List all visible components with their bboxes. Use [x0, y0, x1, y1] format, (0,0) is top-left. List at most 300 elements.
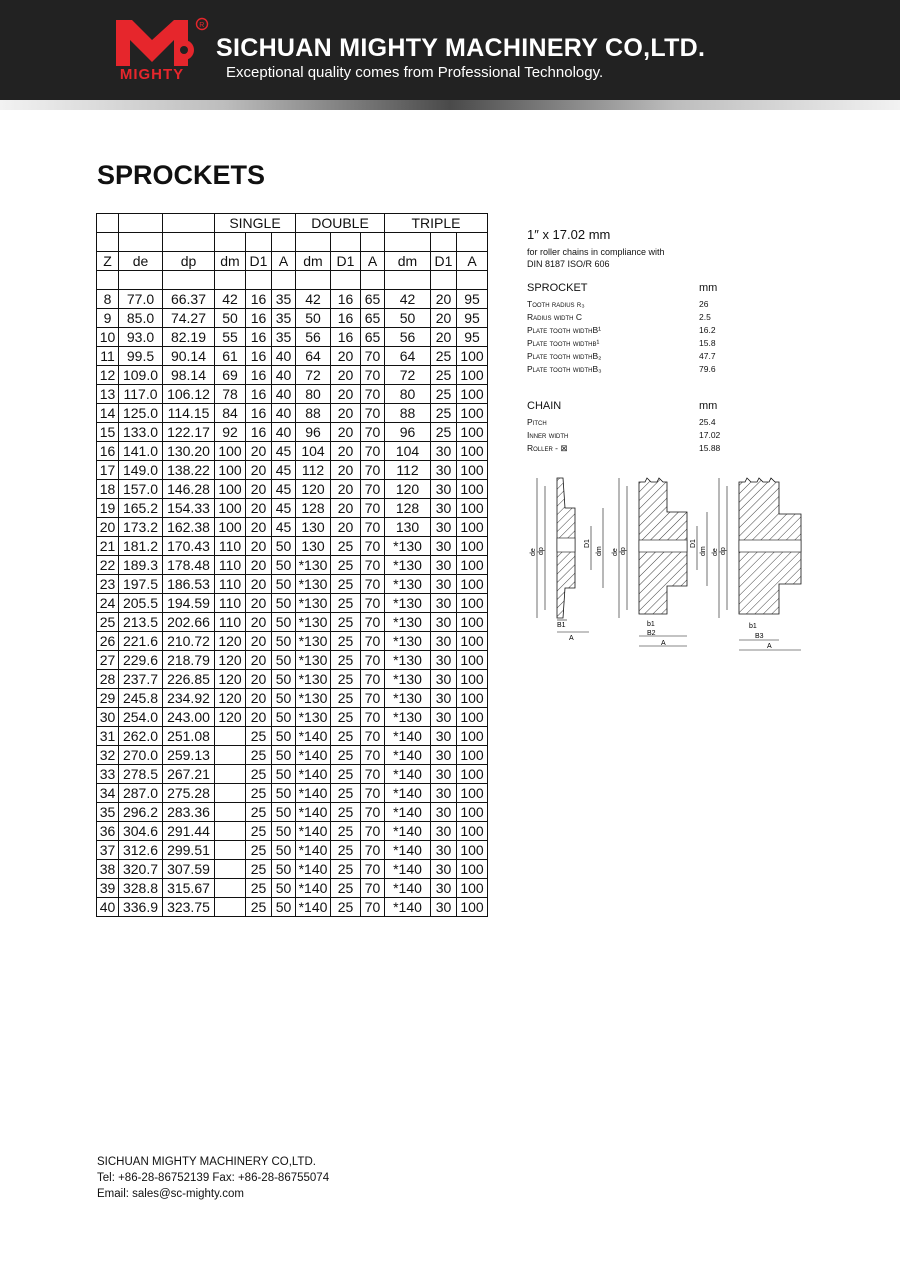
table-cell	[215, 803, 246, 822]
table-cell: 20	[246, 689, 272, 708]
table-cell	[215, 765, 246, 784]
label-D1: D1	[584, 539, 591, 548]
table-cell: 30	[431, 784, 457, 803]
table-cell: 42	[296, 290, 331, 309]
table-cell: *130	[385, 670, 431, 689]
table-cell: 20	[246, 442, 272, 461]
standard-note-line: for roller chains in compliance with	[527, 247, 665, 257]
table-cell: 78	[215, 385, 246, 404]
table-cell: *140	[296, 898, 331, 917]
table-cell: *130	[296, 575, 331, 594]
table-cell: 70	[361, 746, 385, 765]
table-cell: 50	[272, 803, 296, 822]
table-cell: 270.0	[119, 746, 163, 765]
table-cell: 70	[361, 366, 385, 385]
table-row	[97, 594, 488, 613]
spec-row	[527, 350, 767, 363]
table-cell: 117.0	[119, 385, 163, 404]
table-cell: 70	[361, 670, 385, 689]
table-cell: 30	[431, 746, 457, 765]
table-cell: 25	[246, 727, 272, 746]
label-dp: dp	[538, 547, 545, 555]
table-cell: 25	[331, 803, 361, 822]
table-cell: 98.14	[163, 366, 215, 385]
table-cell: 20	[246, 480, 272, 499]
table-cell: 70	[361, 784, 385, 803]
table-cell: 30	[431, 898, 457, 917]
table-row	[97, 765, 488, 784]
table-cell: 20	[331, 461, 361, 480]
table-cell: *130	[296, 632, 331, 651]
table-cell: 30	[431, 442, 457, 461]
table-cell: 25	[331, 594, 361, 613]
table-cell: 328.8	[119, 879, 163, 898]
table-cell: 30	[431, 480, 457, 499]
company-name: SICHUAN MIGHTY MACHINERY CO,LTD.	[216, 34, 706, 62]
table-cell: 45	[272, 442, 296, 461]
footer-company: SICHUAN MIGHTY MACHINERY CO,LTD.	[97, 1156, 316, 1168]
triple-sprocket-drawing	[712, 478, 801, 650]
table-cell: 11	[97, 347, 119, 366]
table-cell: 100	[457, 708, 488, 727]
table-cell: 25	[431, 366, 457, 385]
svg-text:R: R	[199, 22, 205, 29]
table-cell: 84	[215, 404, 246, 423]
table-cell: 128	[385, 499, 431, 518]
table-cell: 20	[246, 670, 272, 689]
table-cell: *130	[385, 613, 431, 632]
table-cell: 100	[457, 575, 488, 594]
table-cell: 323.75	[163, 898, 215, 917]
table-cell: 70	[361, 556, 385, 575]
table-cell: 70	[361, 841, 385, 860]
table-cell: 30	[431, 765, 457, 784]
table-cell: 304.6	[119, 822, 163, 841]
table-blank-row	[97, 271, 488, 290]
column-header: D1	[431, 252, 457, 271]
table-cell: *130	[296, 594, 331, 613]
table-cell: 100	[457, 480, 488, 499]
spec-label: Plate tooth widthB₃	[527, 364, 602, 374]
table-cell: 45	[272, 518, 296, 537]
table-cell: 30	[97, 708, 119, 727]
table-cell: 70	[361, 803, 385, 822]
table-cell: 93.0	[119, 328, 163, 347]
table-cell: *140	[296, 765, 331, 784]
table-cell: 40	[272, 347, 296, 366]
table-row	[97, 461, 488, 480]
table-cell: 104	[385, 442, 431, 461]
table-cell: 50	[272, 879, 296, 898]
table-cell: 70	[361, 404, 385, 423]
table-row	[97, 537, 488, 556]
table-cell: *140	[385, 860, 431, 879]
chain-spec-panel	[527, 227, 767, 455]
table-cell	[215, 860, 246, 879]
table-cell: 112	[296, 461, 331, 480]
table-cell: 70	[361, 651, 385, 670]
table-cell: 100	[457, 651, 488, 670]
table-cell: *140	[296, 746, 331, 765]
table-cell: 20	[431, 290, 457, 309]
table-cell: 100	[457, 822, 488, 841]
table-cell: 27	[97, 651, 119, 670]
table-cell: 35	[272, 309, 296, 328]
spec-value: 47.7	[699, 351, 716, 361]
table-cell: 20	[246, 632, 272, 651]
table-cell: 20	[331, 499, 361, 518]
table-cell-empty	[119, 214, 163, 233]
table-cell: 100	[215, 480, 246, 499]
table-cell: 100	[457, 556, 488, 575]
table-cell: 25	[246, 784, 272, 803]
spec-value: 17.02	[699, 430, 721, 440]
table-cell: 100	[457, 879, 488, 898]
table-cell: 157.0	[119, 480, 163, 499]
table-cell: 20	[246, 613, 272, 632]
table-cell: 218.79	[163, 651, 215, 670]
column-header: dp	[163, 252, 215, 271]
table-cell	[215, 898, 246, 917]
table-cell: 36	[97, 822, 119, 841]
label-dm: dm	[700, 546, 707, 556]
table-cell: 69	[215, 366, 246, 385]
table-cell: *140	[296, 727, 331, 746]
table-cell: 20	[331, 518, 361, 537]
table-cell: 70	[361, 708, 385, 727]
table-cell: 82.19	[163, 328, 215, 347]
table-cell: 100	[457, 670, 488, 689]
single-sprocket-drawing	[530, 478, 603, 642]
table-cell: 20	[431, 328, 457, 347]
table-cell: 70	[361, 423, 385, 442]
table-cell: 205.5	[119, 594, 163, 613]
column-header: Z	[97, 252, 119, 271]
table-cell: 50	[272, 613, 296, 632]
table-cell	[215, 841, 246, 860]
table-cell: 262.0	[119, 727, 163, 746]
table-cell: 70	[361, 499, 385, 518]
spec-label: Tooth radius r₃	[527, 299, 585, 309]
table-cell: 90.14	[163, 347, 215, 366]
table-cell: 70	[361, 461, 385, 480]
table-cell: 296.2	[119, 803, 163, 822]
table-cell: 70	[361, 879, 385, 898]
label-b1: b1	[749, 623, 757, 630]
table-cell: 16	[97, 442, 119, 461]
table-cell: 20	[246, 499, 272, 518]
sprocket-header-label: SPROCKET	[527, 282, 588, 294]
table-cell: 25	[431, 404, 457, 423]
label-D1: D1	[690, 539, 697, 548]
table-cell: 35	[97, 803, 119, 822]
column-header: dm	[215, 252, 246, 271]
table-cell-empty	[97, 214, 119, 233]
table-cell: 100	[457, 594, 488, 613]
table-cell: 40	[272, 404, 296, 423]
table-cell: 25	[246, 879, 272, 898]
table-cell: 100	[215, 442, 246, 461]
table-cell: 16	[246, 423, 272, 442]
table-row	[97, 347, 488, 366]
table-cell: 20	[331, 366, 361, 385]
spec-value: 16.2	[699, 325, 716, 335]
table-row	[97, 670, 488, 689]
table-cell: 25	[331, 898, 361, 917]
spec-label: Roller - ⊠	[527, 443, 568, 453]
table-cell: 20	[331, 480, 361, 499]
table-cell: 33	[97, 765, 119, 784]
sprocket-cross-section-drawings	[527, 468, 827, 658]
table-cell: 100	[457, 518, 488, 537]
label-dp: dp	[620, 547, 627, 555]
label-dm: dm	[596, 546, 603, 556]
table-cell: 100	[215, 518, 246, 537]
table-cell: 251.08	[163, 727, 215, 746]
table-cell: 50	[296, 309, 331, 328]
table-cell: 197.5	[119, 575, 163, 594]
table-cell: 25	[246, 765, 272, 784]
table-cell: 25	[331, 708, 361, 727]
table-cell: 100	[457, 366, 488, 385]
table-cell: 146.28	[163, 480, 215, 499]
table-cell: 70	[361, 385, 385, 404]
table-cell: 312.6	[119, 841, 163, 860]
label-de: de	[712, 548, 719, 556]
table-cell: 100	[457, 537, 488, 556]
label-A: A	[569, 635, 574, 642]
table-cell: 70	[361, 727, 385, 746]
spec-value: 2.5	[699, 312, 711, 322]
sprocket-section-header	[527, 282, 767, 294]
table-cell: 110	[215, 556, 246, 575]
table-cell: 120	[385, 480, 431, 499]
table-cell: 283.36	[163, 803, 215, 822]
table-cell: 120	[215, 708, 246, 727]
table-cell: 100	[457, 746, 488, 765]
table-cell: 70	[361, 822, 385, 841]
table-cell: 25	[331, 727, 361, 746]
table-cell: 20	[246, 461, 272, 480]
table-cell: 25	[246, 822, 272, 841]
table-cell: 37	[97, 841, 119, 860]
table-cell: 100	[457, 632, 488, 651]
table-cell: 181.2	[119, 537, 163, 556]
table-cell: 120	[215, 689, 246, 708]
table-row	[97, 366, 488, 385]
table-cell: 19	[97, 499, 119, 518]
table-cell: 15	[97, 423, 119, 442]
label-B1: B1	[557, 622, 566, 629]
table-cell: 100	[457, 347, 488, 366]
table-cell: 25	[431, 423, 457, 442]
footer-email: Email: sales@sc-mighty.com	[97, 1188, 244, 1200]
page-title: SPROCKETS	[97, 160, 266, 190]
table-cell: 25	[331, 632, 361, 651]
table-row	[97, 898, 488, 917]
table-cell: 39	[97, 879, 119, 898]
table-cell: 30	[431, 461, 457, 480]
table-cell: 162.38	[163, 518, 215, 537]
table-cell: *130	[296, 670, 331, 689]
table-cell: 50	[272, 575, 296, 594]
table-cell: 77.0	[119, 290, 163, 309]
table-cell: 40	[272, 423, 296, 442]
table-cell: 278.5	[119, 765, 163, 784]
table-cell: 100	[457, 784, 488, 803]
table-cell: *140	[385, 727, 431, 746]
table-cell: 178.48	[163, 556, 215, 575]
spec-row	[527, 311, 767, 324]
table-group-header-row	[97, 214, 488, 233]
table-cell: 50	[215, 309, 246, 328]
table-cell: 30	[431, 879, 457, 898]
table-cell: 13	[97, 385, 119, 404]
table-cell: *130	[385, 556, 431, 575]
table-cell: 20	[246, 575, 272, 594]
table-cell: 100	[457, 404, 488, 423]
table-row	[97, 651, 488, 670]
table-cell: 30	[431, 689, 457, 708]
table-cell: 40	[272, 385, 296, 404]
table-row	[97, 803, 488, 822]
table-cell: 320.7	[119, 860, 163, 879]
table-cell: 25	[246, 841, 272, 860]
table-cell: 70	[361, 632, 385, 651]
table-cell: 50	[272, 765, 296, 784]
table-cell: 34	[97, 784, 119, 803]
table-cell: 170.43	[163, 537, 215, 556]
table-cell: 66.37	[163, 290, 215, 309]
label-b1: b1	[647, 621, 655, 628]
table-cell: 12	[97, 366, 119, 385]
table-cell: 104	[296, 442, 331, 461]
table-cell: 243.00	[163, 708, 215, 727]
table-cell: 100	[215, 499, 246, 518]
table-cell: 30	[431, 575, 457, 594]
table-cell: 50	[272, 727, 296, 746]
table-cell: 138.22	[163, 461, 215, 480]
table-cell: 14	[97, 404, 119, 423]
table-cell: 30	[431, 613, 457, 632]
table-cell: *140	[296, 803, 331, 822]
spec-row	[527, 337, 767, 350]
table-cell: 61	[215, 347, 246, 366]
table-cell: 50	[272, 594, 296, 613]
table-cell: 234.92	[163, 689, 215, 708]
table-cell: 110	[215, 537, 246, 556]
table-cell: 100	[457, 442, 488, 461]
table-cell: 22	[97, 556, 119, 575]
table-cell: 50	[272, 746, 296, 765]
table-row	[97, 290, 488, 309]
table-cell: 20	[431, 309, 457, 328]
table-cell: 25	[331, 765, 361, 784]
table-cell: 50	[272, 822, 296, 841]
table-cell: 229.6	[119, 651, 163, 670]
table-cell: 45	[272, 480, 296, 499]
table-cell: 25	[246, 803, 272, 822]
table-cell: 92	[215, 423, 246, 442]
spec-label: Plate tooth widthB₂	[527, 351, 602, 361]
spec-row	[527, 298, 767, 311]
table-cell: 96	[296, 423, 331, 442]
table-cell: *130	[296, 556, 331, 575]
table-cell: 29	[97, 689, 119, 708]
table-cell: 130	[296, 537, 331, 556]
table-cell: 149.0	[119, 461, 163, 480]
table-row	[97, 860, 488, 879]
table-cell: 80	[296, 385, 331, 404]
table-cell: 25	[246, 898, 272, 917]
table-cell: 213.5	[119, 613, 163, 632]
chain-size: 1″ x 17.02 mm	[527, 227, 611, 242]
table-cell: 21	[97, 537, 119, 556]
table-cell: 56	[385, 328, 431, 347]
table-cell: 100	[457, 727, 488, 746]
table-cell: 95	[457, 290, 488, 309]
table-cell: 267.21	[163, 765, 215, 784]
table-cell: 20	[246, 651, 272, 670]
table-cell: 130.20	[163, 442, 215, 461]
table-cell: *140	[385, 898, 431, 917]
footer-phone: Tel: +86-28-86752139 Fax: +86-28-86755074	[97, 1172, 330, 1184]
table-row	[97, 328, 488, 347]
table-cell: 114.15	[163, 404, 215, 423]
table-row	[97, 385, 488, 404]
table-cell: 70	[361, 898, 385, 917]
chain-section-header	[527, 400, 767, 412]
sprocket-spec-table	[96, 213, 488, 917]
table-cell: 50	[272, 632, 296, 651]
table-cell: 30	[431, 727, 457, 746]
table-cell: 70	[361, 537, 385, 556]
table-cell: *140	[296, 841, 331, 860]
table-cell: *130	[385, 575, 431, 594]
label-de: de	[530, 548, 537, 556]
table-cell: 45	[272, 461, 296, 480]
table-cell: 275.28	[163, 784, 215, 803]
table-cell: 20	[331, 347, 361, 366]
table-cell: 141.0	[119, 442, 163, 461]
table-cell: *130	[385, 594, 431, 613]
table-cell: *140	[296, 784, 331, 803]
table-cell: 100	[457, 499, 488, 518]
column-header: de	[119, 252, 163, 271]
table-cell: 50	[385, 309, 431, 328]
table-cell: 85.0	[119, 309, 163, 328]
table-cell: *130	[385, 537, 431, 556]
table-cell: 336.9	[119, 898, 163, 917]
table-cell: 16	[246, 385, 272, 404]
table-row	[97, 480, 488, 499]
table-cell-empty	[163, 214, 215, 233]
spec-value: 15.8	[699, 338, 716, 348]
table-cell: 65	[361, 328, 385, 347]
table-cell: 100	[457, 898, 488, 917]
table-cell: 25	[331, 556, 361, 575]
table-cell: 307.59	[163, 860, 215, 879]
column-header: A	[272, 252, 296, 271]
footer-contact	[97, 1154, 329, 1202]
table-cell: 100	[457, 860, 488, 879]
table-cell: 50	[272, 860, 296, 879]
table-row	[97, 613, 488, 632]
table-cell: 210.72	[163, 632, 215, 651]
column-header: A	[361, 252, 385, 271]
label-de: de	[612, 548, 619, 556]
table-cell: 186.53	[163, 575, 215, 594]
